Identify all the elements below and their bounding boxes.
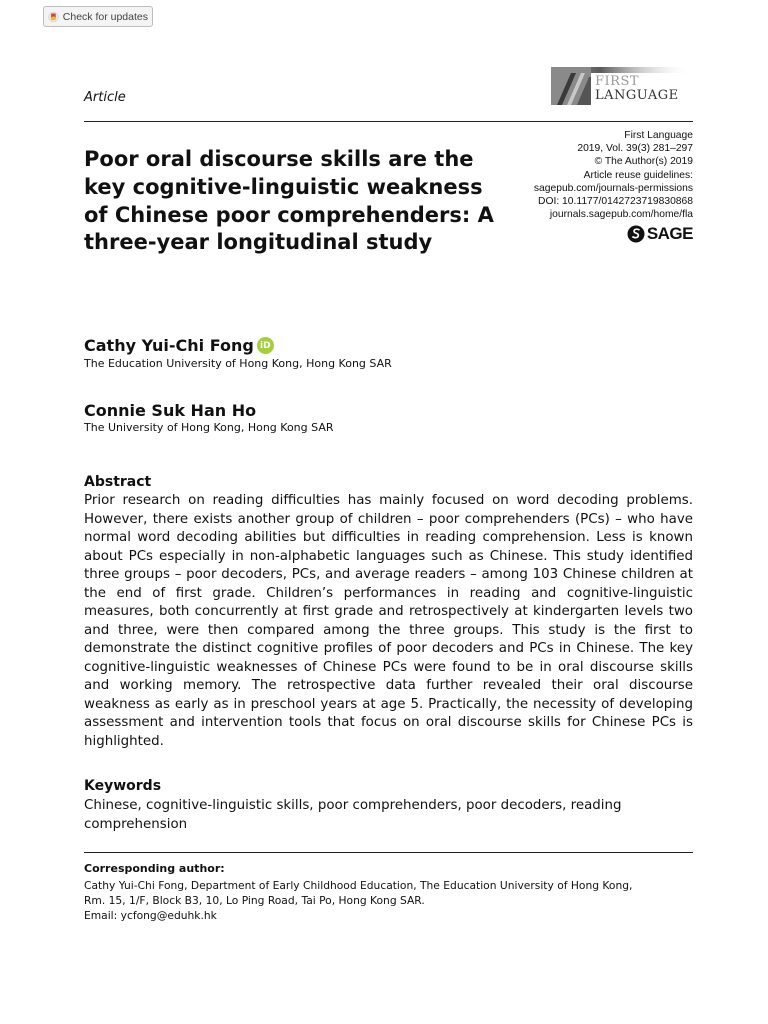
author-1-affiliation: The Education University of Hong Kong, Hong Kong SAR: [84, 357, 392, 370]
doi-link[interactable]: DOI: 10.1177/0142723719830868: [538, 196, 693, 208]
journal-volume: 2019, Vol. 39(3) 281–297: [577, 143, 693, 155]
corresponding-address-line2: Rm. 15, 1/F, Block B3, 10, Lo Ping Road, Tai Po, Hong Kong SAR.: [84, 894, 425, 908]
corresponding-address-line1: Cathy Yui-Chi Fong, Department of Early Childhood Education, The Education University of Hong Kong,: [84, 879, 633, 892]
check-for-updates-button[interactable]: [43, 6, 153, 27]
publisher-name: SAGE: [646, 224, 693, 243]
reuse-label: Article reuse guidelines:: [583, 169, 693, 181]
publisher-logo: [627, 224, 693, 244]
sage-logo-icon: [627, 225, 645, 243]
copyright: © The Author(s) 2019: [594, 156, 693, 168]
journal-home-link[interactable]: journals.sagepub.com/home/fla: [549, 209, 693, 221]
corresponding-author-heading: Corresponding author:: [84, 862, 225, 875]
keywords-text: Chinese, cognitive-linguistic skills, poor comprehenders, poor decoders, reading comprehension: [84, 798, 622, 832]
article-title: Poor oral discourse skills are the key cognitive-linguistic weakness of Chinese poor comprehenders: A three-year longitudinal study: [84, 147, 494, 255]
journal-logo-line1: FIRST: [595, 74, 640, 89]
footer-rule: [84, 852, 693, 853]
author-1: [84, 336, 274, 355]
orcid-icon[interactable]: iD: [257, 337, 274, 354]
reuse-link[interactable]: sagepub.com/journals-permissions: [533, 182, 693, 194]
header-rule: [84, 121, 693, 122]
journal-name: First Language: [624, 130, 693, 141]
abstract-heading: Abstract: [84, 474, 152, 490]
article-type-label: Article: [84, 90, 126, 105]
crossmark-icon: [48, 10, 59, 24]
author-2-name: Connie Suk Han Ho: [84, 401, 257, 420]
journal-meta: [534, 129, 693, 221]
author-1-name: Cathy Yui-Chi Fong: [84, 336, 254, 355]
abstract-text: Prior research on reading difficulties has mainly focused on word decoding problems. However, there exists another group of children – poor comprehenders (PCs) – who have normal word decoding abilities but difficulties in reading comprehension. Less is known about PCs especially in non-alphabetic languages such as Chinese. This study identified three groups – poor decoders, PCs, and average readers – among 103 Chinese children at the end of first grade. Children’s performances in reading and cognitive-linguistic measures, both concurrently at first grade and retrospectively at kindergarten levels two and three, were then compared among the three groups. This study is the first to demonstrate the distinct cognitive profiles of poor decoders and PCs in Chinese. The key cognitive-linguistic weaknesses of Chinese PCs were found to be in oral discourse skills and working memory. The retrospective data further revealed their oral discourse weakness as early as in preschool years at age 5. Practically, the necessity of developing assessment and intervention tools that focus on oral discourse skills for Chinese PCs is highlighted.: [84, 493, 693, 749]
journal-logo-line2: LANGUAGE: [595, 88, 679, 103]
corresponding-email[interactable]: Email: ycfong@eduhk.hk: [84, 909, 217, 923]
corresponding-author-details: [84, 878, 693, 924]
check-for-updates-label: Check for updates: [62, 10, 148, 23]
author-2-affiliation: The University of Hong Kong, Hong Kong SAR: [84, 421, 334, 434]
journal-logo: [551, 67, 693, 105]
keywords-heading: Keywords: [84, 778, 162, 794]
